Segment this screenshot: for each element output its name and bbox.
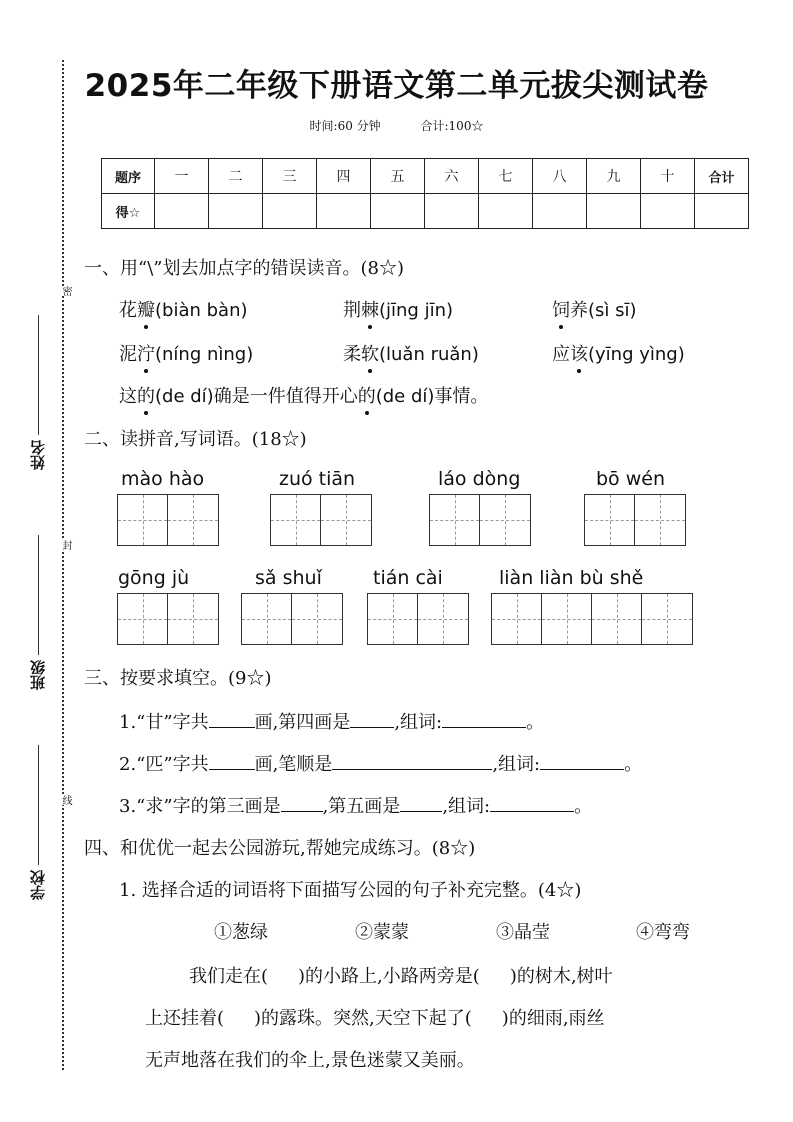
- score-input-cell[interactable]: [155, 194, 209, 229]
- score-header-cell: 十: [641, 159, 695, 194]
- writing-cell[interactable]: [271, 495, 321, 545]
- writing-cell[interactable]: [242, 594, 292, 644]
- answer-blank[interactable]: [350, 709, 394, 728]
- q4-text: )的小路上,小路两旁是(: [298, 966, 480, 987]
- q1-pinyin-options[interactable]: (biàn bàn): [155, 300, 248, 321]
- answer-blank[interactable]: [490, 793, 574, 812]
- q3-text: 。: [624, 754, 643, 775]
- q4-text: )的细雨,雨丝: [501, 1008, 605, 1029]
- class-label: 班级: [29, 660, 47, 690]
- q2-pinyin: liàn liàn bù shě: [499, 567, 644, 589]
- q2-writing-grid[interactable]: [117, 593, 219, 645]
- q4-passage-line: [145, 1004, 605, 1030]
- score-input-cell[interactable]: [695, 194, 749, 229]
- q1-char: 泥: [119, 344, 137, 365]
- class-field-line[interactable]: [38, 535, 39, 655]
- q1-pinyin-options[interactable]: (de dí): [155, 386, 214, 407]
- q2-pinyin: gōng jù: [118, 567, 190, 589]
- q3-text: 1.“甘”字共: [119, 712, 209, 733]
- writing-cell[interactable]: [418, 594, 468, 644]
- score-header-cell: 八: [533, 159, 587, 194]
- q1-text: 确是一件值得开心: [213, 386, 358, 407]
- score-header-cell: 七: [479, 159, 533, 194]
- school-field-line[interactable]: [38, 745, 39, 865]
- time-limit: 时间:60 分钟: [309, 119, 381, 133]
- q3-heading: 三、按要求填空。(9☆): [84, 668, 272, 689]
- score-header-cell: 四: [317, 159, 371, 194]
- q2-pinyin: láo dòng: [438, 468, 521, 490]
- q4-option: ①葱绿: [214, 922, 268, 943]
- q4-text: )的树木,树叶: [509, 966, 613, 987]
- q4-option: ④弯弯: [636, 922, 690, 943]
- binding-dotted-line: [62, 60, 64, 1070]
- score-header-cell: 题序: [102, 159, 155, 194]
- exam-meta: [0, 117, 793, 134]
- score-input-cell[interactable]: [317, 194, 371, 229]
- score-header-cell: 二: [209, 159, 263, 194]
- q2-writing-grid[interactable]: [270, 494, 372, 546]
- q3-text: 画,笔顺是: [254, 754, 333, 775]
- score-header-cell: 五: [371, 159, 425, 194]
- writing-cell[interactable]: [430, 495, 480, 545]
- q4-text: 我们走在(: [189, 966, 269, 987]
- q1-pinyin-options[interactable]: (yīng yìng): [588, 344, 685, 365]
- q1-dotted-char: 的: [137, 382, 155, 408]
- q4-option: ③晶莹: [496, 922, 550, 943]
- q1-pinyin-options[interactable]: (níng nìng): [155, 344, 254, 365]
- score-input-cell[interactable]: [425, 194, 479, 229]
- answer-blank[interactable]: [209, 709, 255, 728]
- q1-char: 应: [552, 344, 570, 365]
- score-input-cell[interactable]: [641, 194, 695, 229]
- q3-line-1: [119, 708, 544, 734]
- school-label: 学校: [29, 870, 47, 900]
- q2-writing-grid[interactable]: [241, 593, 343, 645]
- q1-pinyin-options[interactable]: (jīng jīn): [379, 300, 454, 321]
- q1-dotted-char: 泞: [137, 340, 155, 366]
- q1-heading: 一、用“\”划去加点字的错误读音。(8☆): [84, 258, 404, 279]
- q1-dotted-char: 棘: [361, 296, 379, 322]
- q2-pinyin: sǎ shuǐ: [255, 567, 322, 589]
- q1-char: 花: [119, 300, 137, 321]
- score-header-cell: 一: [155, 159, 209, 194]
- score-header-cell: 六: [425, 159, 479, 194]
- q3-text: 。: [526, 712, 545, 733]
- writing-cell[interactable]: [592, 594, 642, 644]
- q4-heading: 四、和优优一起去公园游玩,帮她完成练习。(8☆): [84, 838, 476, 859]
- q3-text: 。: [574, 796, 593, 817]
- q1-item: [343, 296, 453, 322]
- q2-pinyin: tián cài: [373, 567, 443, 589]
- q2-pinyin: mào hào: [121, 468, 205, 490]
- q1-char: 这: [119, 386, 137, 407]
- answer-blank[interactable]: [332, 751, 492, 770]
- writing-cell[interactable]: [118, 594, 168, 644]
- q1-text: 事情。: [434, 386, 489, 407]
- seal-mark-mi: 密: [60, 286, 71, 296]
- q1-dotted-char: 的: [358, 382, 376, 408]
- q1-dotted-char: 该: [570, 340, 588, 366]
- q4-option: ②蒙蒙: [355, 922, 409, 943]
- score-header-cell: 合计: [695, 159, 749, 194]
- q3-text: ,组词:: [492, 754, 541, 775]
- q4-passage-line: [189, 962, 613, 988]
- answer-blank[interactable]: [442, 709, 526, 728]
- score-input-cell[interactable]: [587, 194, 641, 229]
- score-header-cell: 三: [263, 159, 317, 194]
- score-input-cell[interactable]: [263, 194, 317, 229]
- q1-char: 养: [570, 300, 588, 321]
- q1-dotted-char: 瓣: [137, 296, 155, 322]
- q1-pinyin-options[interactable]: (luǎn ruǎn): [379, 344, 479, 365]
- q3-text: 3.“求”字的第三画是: [119, 796, 281, 817]
- q1-pinyin-options[interactable]: (sì sī): [588, 300, 637, 321]
- q3-text: 画,第四画是: [254, 712, 351, 733]
- q3-text: ,组词:: [394, 712, 443, 733]
- q4-text: )的露珠。突然,天空下起了(: [254, 1008, 472, 1029]
- writing-cell[interactable]: [168, 594, 218, 644]
- seal-mark-feng: 封: [60, 540, 71, 550]
- answer-blank[interactable]: [281, 793, 323, 812]
- q2-writing-grid[interactable]: [491, 593, 693, 645]
- q1-dotted-char: 软: [361, 340, 379, 366]
- writing-cell[interactable]: [368, 594, 418, 644]
- writing-cell[interactable]: [168, 495, 218, 545]
- q2-pinyin: zuó tiān: [279, 468, 356, 490]
- name-label: 姓名: [29, 440, 47, 470]
- q1-item: [119, 296, 248, 322]
- q1-sentence: [119, 382, 488, 408]
- q1-char: 荆: [343, 300, 361, 321]
- writing-cell[interactable]: [642, 594, 692, 644]
- writing-cell[interactable]: [118, 495, 168, 545]
- q1-dotted-char: 饲: [552, 296, 570, 322]
- score-table-header-row: [102, 159, 749, 194]
- q1-item: [552, 296, 637, 322]
- score-header-cell: 九: [587, 159, 641, 194]
- page-title: 2025年二年级下册语文第二单元拔尖测试卷: [84, 68, 709, 104]
- writing-cell[interactable]: [635, 495, 685, 545]
- q2-writing-grid[interactable]: [117, 494, 219, 546]
- name-field-line[interactable]: [38, 315, 39, 435]
- q3-text: 2.“匹”字共: [119, 754, 209, 775]
- writing-cell[interactable]: [585, 495, 635, 545]
- q3-line-3: [119, 792, 592, 818]
- q4-passage-line: 无声地落在我们的伞上,景色迷蒙又美丽。: [145, 1050, 475, 1071]
- q1-pinyin-options[interactable]: (de dí): [375, 386, 435, 407]
- score-table: [101, 158, 749, 229]
- writing-cell[interactable]: [492, 594, 542, 644]
- seal-mark-xian: 线: [60, 795, 71, 805]
- q2-writing-grid[interactable]: [429, 494, 531, 546]
- q3-line-2: [119, 750, 642, 776]
- score-input-cell[interactable]: [209, 194, 263, 229]
- q3-text: ,组词:: [442, 796, 491, 817]
- answer-blank[interactable]: [540, 751, 624, 770]
- q2-pinyin: bō wén: [596, 468, 665, 490]
- writing-cell[interactable]: [480, 495, 530, 545]
- writing-cell[interactable]: [321, 495, 371, 545]
- q3-text: ,第五画是: [322, 796, 401, 817]
- score-input-cell[interactable]: [479, 194, 533, 229]
- q2-heading: 二、读拼音,写词语。(18☆): [84, 429, 307, 450]
- answer-blank[interactable]: [209, 751, 255, 770]
- q1-item: [119, 340, 253, 366]
- writing-cell[interactable]: [542, 594, 592, 644]
- total-score: 合计:100☆: [420, 119, 484, 133]
- q4-sub-question: 1. 选择合适的词语将下面描写公园的句子补充完整。(4☆): [119, 880, 582, 901]
- q4-text: 上还挂着(: [145, 1008, 225, 1029]
- q1-item: [343, 340, 479, 366]
- score-input-cell[interactable]: [371, 194, 425, 229]
- q1-char: 柔: [343, 344, 361, 365]
- q2-writing-grid[interactable]: [367, 593, 469, 645]
- score-row-label: 得☆: [102, 194, 155, 229]
- answer-blank[interactable]: [400, 793, 442, 812]
- writing-cell[interactable]: [292, 594, 342, 644]
- score-table-score-row: [102, 194, 749, 229]
- score-input-cell[interactable]: [533, 194, 587, 229]
- q2-writing-grid[interactable]: [584, 494, 686, 546]
- q1-item: [552, 340, 685, 366]
